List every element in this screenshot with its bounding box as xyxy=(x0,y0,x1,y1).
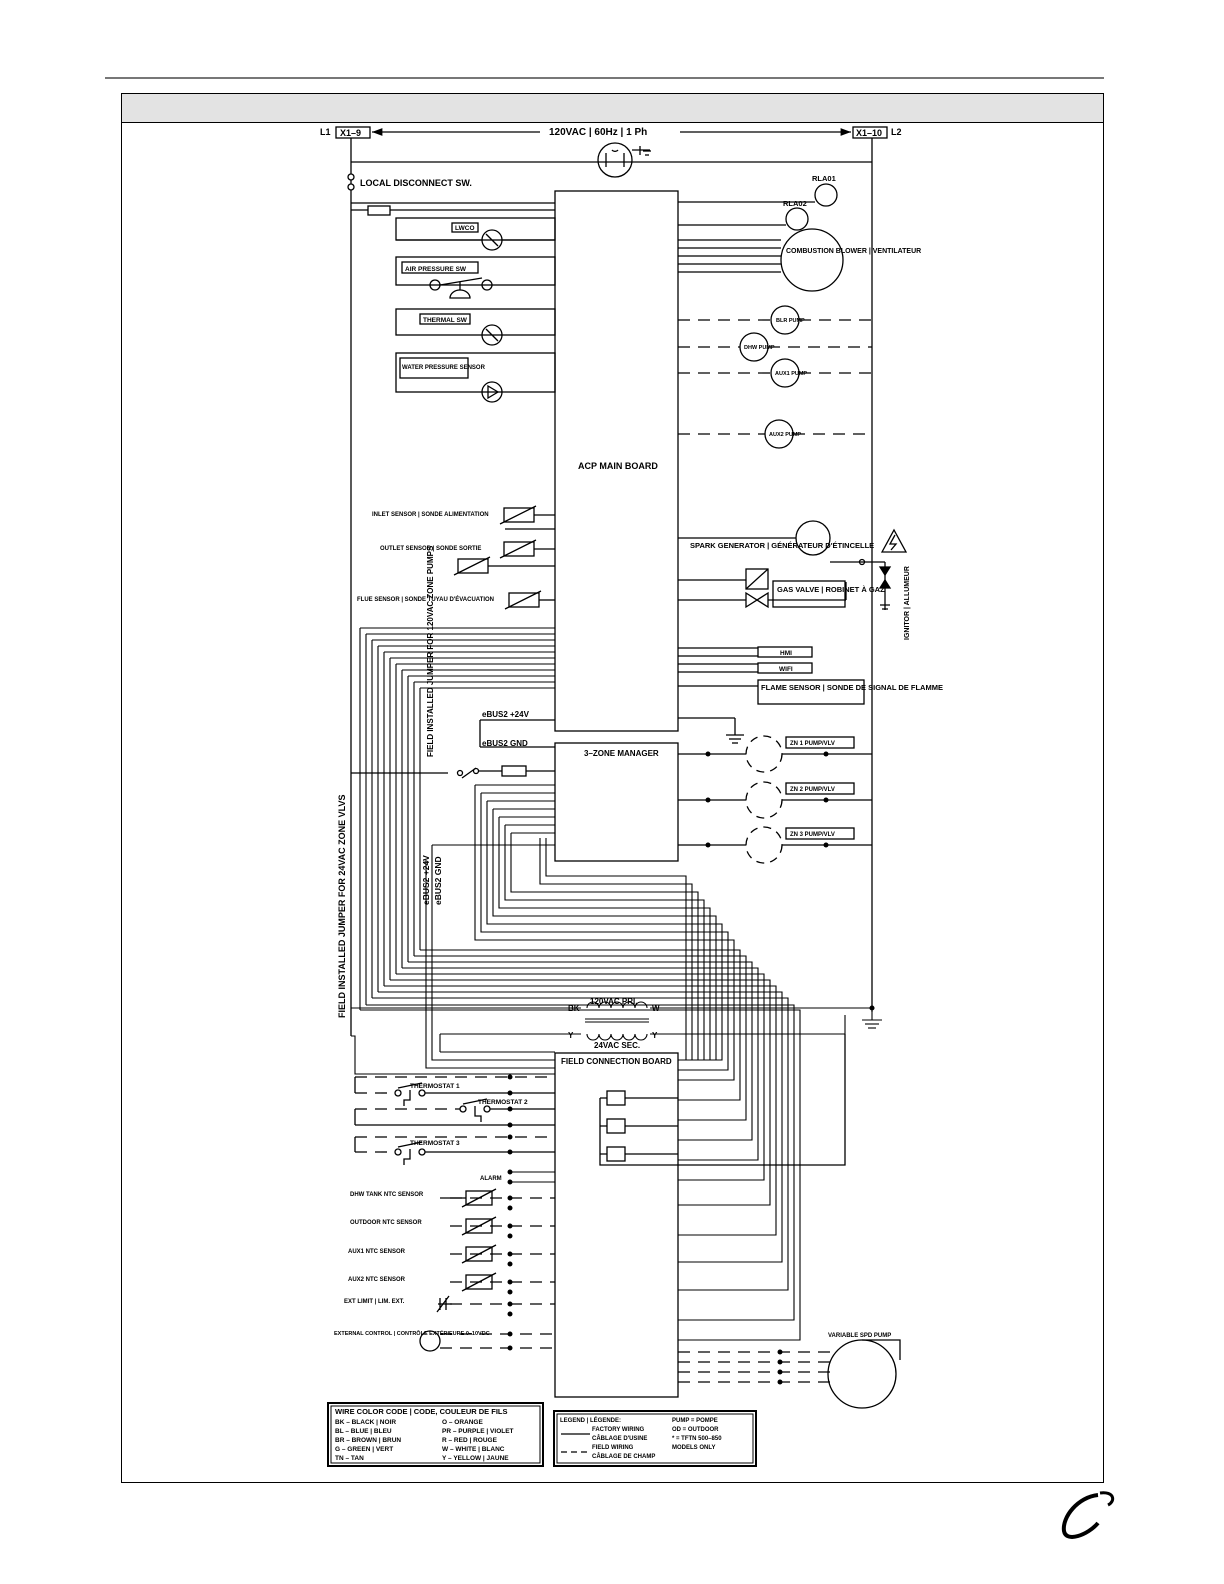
x1-9-label: X1–9 xyxy=(340,128,362,138)
air-pressure-label: AIR PRESSURE SW xyxy=(405,266,467,273)
wire-legend-item: R – RED | ROUGE xyxy=(442,1437,497,1444)
wire-legend-item: BK – BLACK | NOIR xyxy=(335,1419,397,1426)
inlet-sensor-label: INLET SENSOR | SONDE ALIMENTATION xyxy=(372,512,489,518)
jumper-zone-pumps-label: FIELD INSTALLED JUMPER FOR 120VAC ZONE PUMPS xyxy=(426,545,435,757)
outdoor-ntc-label: OUTDOOR NTC SENSOR xyxy=(350,1220,422,1226)
wire-legend-item: W – WHITE | BLANC xyxy=(442,1446,505,1453)
transformer-bk-label: BK xyxy=(568,1004,580,1013)
zone3-relay-icon xyxy=(607,1147,625,1161)
ebus-gnd-vertical-label: eBUS2 GND xyxy=(433,856,443,905)
supply-label: 120VAC | 60Hz | 1 Ph xyxy=(549,127,648,138)
rla02-label: RLA02 xyxy=(783,199,807,208)
field-wiring-label: FIELD WIRING xyxy=(592,1445,634,1451)
thermostat3-icon xyxy=(395,1149,401,1155)
line-legend-title: LEGEND | LÉGENDE: xyxy=(560,1418,622,1424)
l1-label: L1 xyxy=(320,127,331,137)
brand-logo-icon xyxy=(1058,1487,1118,1547)
gas-valve-label: GAS VALVE | ROBINET À GAZ xyxy=(777,585,885,594)
variable-pump-label: VARIABLE SPD PUMP xyxy=(828,1333,892,1339)
blr-pump-label: BLR PUMP xyxy=(776,318,805,324)
outlet-sensor-label: OUTLET SENSOR | SONDE SORTIE xyxy=(380,546,482,552)
rla02-icon xyxy=(786,208,808,230)
lwco-label: LWCO xyxy=(455,225,475,232)
zone1-pump-icon xyxy=(746,736,782,772)
thermostat2-icon xyxy=(460,1106,466,1112)
zone1-label: ZN 1 PUMP/VLV xyxy=(790,741,835,747)
transformer-pri-label: 120VAC PRI. xyxy=(590,997,638,1006)
wire-legend-item: BR – BROWN | BRUN xyxy=(335,1437,402,1444)
transformer-y2-label: Y xyxy=(652,1031,658,1040)
combustion-blower-icon xyxy=(781,229,843,291)
wire-legend-item: O – ORANGE xyxy=(442,1419,483,1426)
transformer-sec-label: 24VAC SEC. xyxy=(594,1041,641,1050)
line-legend-note: OD = OUTDOOR xyxy=(672,1427,719,1433)
zone-manager-fuse-icon xyxy=(502,766,526,776)
disconnect-switch-icon xyxy=(348,174,354,180)
x1-10-label: X1–10 xyxy=(856,128,883,138)
thermostat3-label: THERMOSTAT 3 xyxy=(410,1140,460,1147)
transformer-y1-label: Y xyxy=(568,1031,574,1040)
dhw-ntc-label: DHW TANK NTC SENSOR xyxy=(350,1192,424,1198)
field-board-label: FIELD CONNECTION BOARD xyxy=(561,1057,672,1066)
aux1-pump-label: AUX1 PUMP xyxy=(775,371,808,377)
wire-legend-item: BL – BLUE | BLEU xyxy=(335,1428,392,1435)
transformer-w-label: W xyxy=(652,1004,660,1013)
line-legend-note: MODELS ONLY xyxy=(672,1445,716,1451)
aux2-ntc-label: AUX2 NTC SENSOR xyxy=(348,1277,406,1283)
ebus-24v-label: eBUS2 +24V xyxy=(482,710,529,719)
line-legend-note: PUMP = POMPE xyxy=(672,1418,718,1424)
wire-legend-item: TN – TAN xyxy=(335,1455,364,1462)
variable-speed-pump-icon xyxy=(828,1340,896,1408)
zone1-relay-icon xyxy=(607,1091,625,1105)
alarm-label: ALARM xyxy=(480,1176,502,1182)
ignitor-electrode-icon xyxy=(880,567,890,575)
wire-legend-item: G – GREEN | VERT xyxy=(335,1446,394,1453)
ignitor-label: IGNITOR | ALLUMEUR xyxy=(904,566,911,640)
zone-manager-board xyxy=(555,743,678,861)
rla01-label: RLA01 xyxy=(812,174,836,183)
zone2-label: ZN 2 PUMP/VLV xyxy=(790,787,835,793)
water-pressure-label: WATER PRESSURE SENSOR xyxy=(402,365,485,371)
ext-limit-label: EXT LIMIT | LIM. EXT. xyxy=(344,1299,405,1305)
zone3-label: ZN 3 PUMP/VLV xyxy=(790,832,835,838)
spark-generator-label: SPARK GENERATOR | GÉNÉRATEUR D'ÉTINCELLE xyxy=(690,541,875,550)
thermostat1-icon xyxy=(395,1090,401,1096)
hmi-label: HMI xyxy=(780,650,792,657)
zone-manager-label: 3–ZONE MANAGER xyxy=(584,749,659,758)
rla01-icon xyxy=(815,184,837,206)
high-voltage-warning-icon xyxy=(882,530,906,552)
field-wiring-fr-label: CÂBLAGE DE CHAMP xyxy=(592,1454,656,1460)
thermostat1-label: THERMOSTAT 1 xyxy=(410,1083,460,1090)
wifi-label: WIFI xyxy=(779,666,793,673)
combustion-blower-label: COMBUSTION BLOWER | VENTILATEUR xyxy=(786,248,922,255)
fuse-icon xyxy=(368,206,390,215)
flue-sensor-label: FLUE SENSOR | SONDE TUYAU D'ÉVACUATION xyxy=(357,597,495,603)
jumper-zone-vlvs-label: FIELD INSTALLED JUMPER FOR 24VAC ZONE VLVS xyxy=(337,794,347,1018)
transformer-secondary-icon xyxy=(587,1034,647,1040)
zone3-pump-icon xyxy=(746,827,782,863)
wire-legend-item: PR – PURPLE | VIOLET xyxy=(442,1428,514,1435)
dhw-pump-label: DHW PUMP xyxy=(744,345,775,351)
wire-legend-title: WIRE COLOR CODE | CODE, COULEUR DE FILS xyxy=(335,1407,508,1416)
external-control-label: EXTERNAL CONTROL | CONTRÔLE EXTÉRIEURE 0–10VDC xyxy=(334,1331,490,1337)
thermal-label: THERMAL SW xyxy=(423,317,467,324)
aux1-ntc-label: AUX1 NTC SENSOR xyxy=(348,1249,406,1255)
ebus-gnd-label: eBUS2 GND xyxy=(482,739,528,748)
flame-sensor-label: FLAME SENSOR | SONDE DE SIGNAL DE FLAMME xyxy=(761,683,943,692)
ebus-24v-vertical-label: eBUS2 +24V xyxy=(421,855,431,905)
factory-wiring-fr-label: CÂBLAGE D'USINE xyxy=(592,1436,648,1442)
zone2-relay-icon xyxy=(607,1119,625,1133)
line-legend-note: * = TFTN 500–850 xyxy=(672,1436,722,1442)
main-board-label: ACP MAIN BOARD xyxy=(578,461,658,471)
zone2-pump-icon xyxy=(746,782,782,818)
plug-icon xyxy=(598,143,632,177)
aux2-pump-label: AUX2 PUMP xyxy=(769,432,802,438)
wire-legend-item: Y – YELLOW | JAUNE xyxy=(442,1455,509,1462)
l2-label: L2 xyxy=(891,127,902,137)
thermostat2-label: THERMOSTAT 2 xyxy=(478,1099,528,1106)
disconnect-label: LOCAL DISCONNECT SW. xyxy=(360,178,472,188)
factory-wiring-label: FACTORY WIRING xyxy=(592,1427,645,1433)
